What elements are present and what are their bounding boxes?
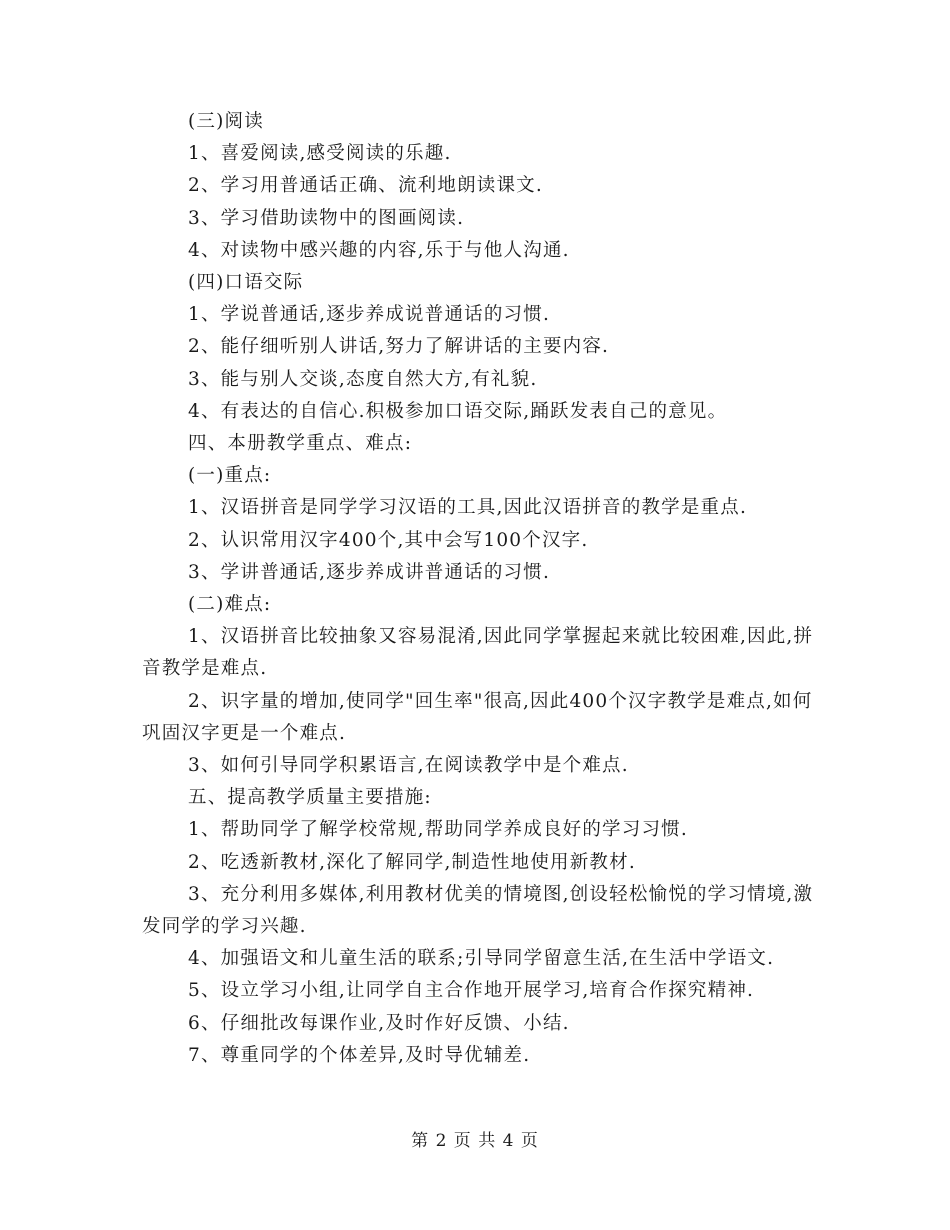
paragraph: 5、设立学习小组,让同学自主合作地开展学习,培育合作探究精神. — [188, 980, 755, 1002]
section-heading-key-points: 四、本册教学重点、难点: — [188, 433, 413, 455]
paragraph: 2、认识常用汉字400个,其中会写100个汉字. — [188, 529, 589, 551]
paragraph: 1、学说普通话,逐步养成说普通话的习惯. — [188, 304, 551, 326]
paragraph-oral-heading: (四)口语交际 — [188, 272, 304, 294]
paragraph: 1、汉语拼音比较抽象又容易混淆,因此同学掌握起来就比较困难,因此,拼音教学是难点. — [142, 626, 814, 680]
paragraph: 2、吃透新教材,深化了解同学,制造性地使用新教材. — [188, 851, 636, 873]
document-body — [142, 106, 822, 1072]
paragraph: 6、仔细批改每课作业,及时作好反馈、小结. — [188, 1012, 570, 1034]
paragraph: 1、汉语拼音是同学学习汉语的工具,因此汉语拼音的教学是重点. — [188, 497, 748, 519]
paragraph-reading-heading: (三)阅读 — [188, 111, 264, 132]
paragraph-difficulty-heading: (二)难点: — [188, 594, 272, 616]
paragraph: 3、能与别人交谈,态度自然大方,有礼貌. — [188, 368, 538, 390]
page-number-footer: 第 2 页 共 4 页 — [411, 1131, 539, 1151]
paragraph: 2、学习用普通话正确、流利地朗读课文. — [188, 175, 543, 197]
paragraph: 2、能仔细听别人讲话,努力了解讲话的主要内容. — [188, 336, 610, 358]
paragraph: 4、加强语文和儿童生活的联系;引导同学留意生活,在生活中学语文. — [188, 948, 775, 970]
paragraph: 3、如何引导同学积累语言,在阅读教学中是个难点. — [188, 755, 629, 777]
paragraph: 3、学习借助读物中的图画阅读. — [188, 207, 465, 229]
paragraph: 4、对读物中感兴趣的内容,乐于与他人沟通. — [188, 239, 570, 261]
paragraph: 4、有表达的自信心.积极参加口语交际,踊跃发表自己的意见。 — [188, 400, 728, 422]
paragraph: 1、喜爱阅读,感受阅读的乐趣. — [188, 143, 452, 165]
section-heading-measures: 五、提高教学质量主要措施: — [188, 787, 432, 809]
paragraph: 2、识字量的增加,使同学"回生率"很高,因此400个汉字教学是难点,如何巩固汉字更是一个难点. — [142, 690, 813, 744]
paragraph: 3、学讲普通话,逐步养成讲普通话的习惯. — [188, 561, 551, 583]
paragraph: 7、尊重同学的个体差异,及时导优辅差. — [188, 1044, 531, 1066]
paragraph-focus-heading: (一)重点: — [188, 465, 272, 487]
paragraph: 3、充分利用多媒体,利用教材优美的情境图,创设轻松愉悦的学习情境,激发同学的学习兴趣. — [142, 883, 814, 938]
paragraph: 1、帮助同学了解学校常规,帮助同学养成良好的学习习惯. — [188, 819, 688, 841]
